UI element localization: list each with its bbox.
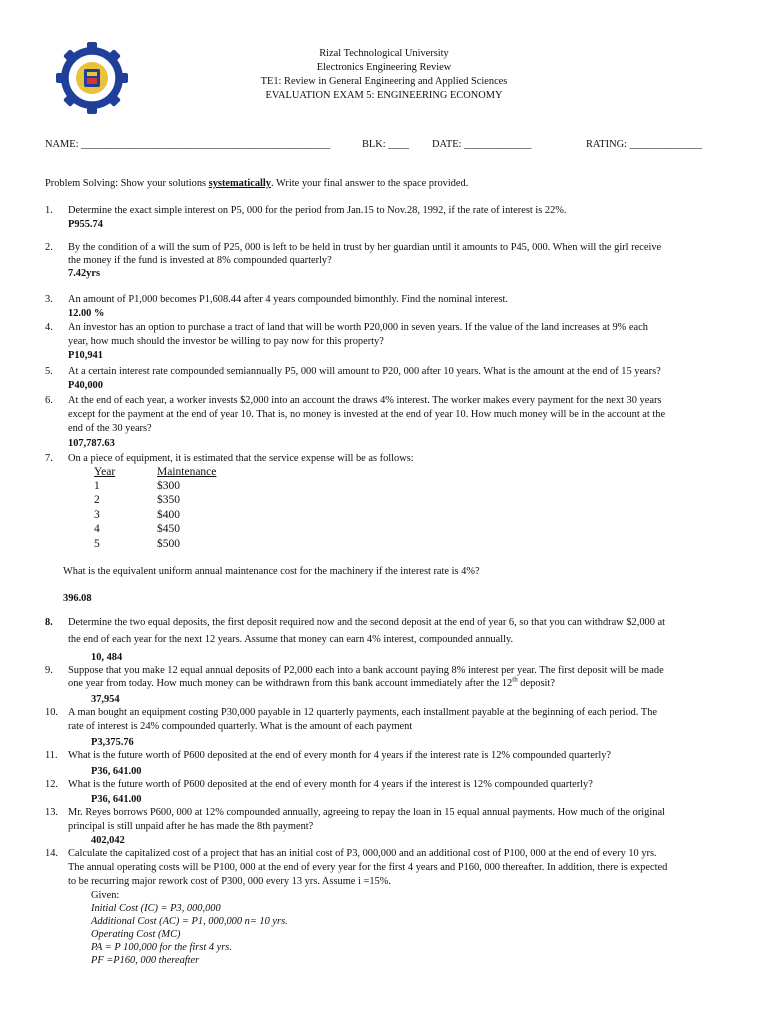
- problem-text: the money if the fund is invested at 8% compounded quarterly?: [68, 255, 332, 266]
- answer: 12.00 %: [68, 308, 105, 319]
- given-label: Given:: [91, 890, 120, 901]
- problem-text: Suppose that you make 12 equal annual deposits of P2,000 each into a bank account paying 8% interest per year. The first deposit will be made: [68, 665, 664, 676]
- problem-number: 7.: [45, 453, 53, 464]
- problem-number: 11.: [45, 750, 58, 761]
- answer: P955.74: [68, 219, 103, 230]
- problem-text: At a certain interest rate compounded semiannually P5, 000 will amount to P20, 000 after 10 years. What is the amount at the end of 15 years?: [68, 366, 661, 377]
- answer: 10, 484: [91, 652, 123, 663]
- problem-text: What is the equivalent uniform annual maintenance cost for the machinery if the interest rate is 4%?: [63, 566, 480, 577]
- problem-number: 5.: [45, 366, 53, 377]
- table-cell: 4: [94, 523, 100, 535]
- given-item: Operating Cost (MC): [91, 929, 181, 940]
- given-item: PA = P 100,000 for the first 4 yrs.: [91, 942, 232, 953]
- problem-text: An amount of P1,000 becomes P1,608.44 after 4 years compounded bimonthly. Find the nominal interest.: [68, 294, 508, 305]
- problem-number: 8.: [45, 617, 53, 628]
- problem-text: end of the 30 years?: [68, 423, 152, 434]
- table-cell: 3: [94, 509, 100, 521]
- table-cell: $500: [157, 538, 180, 550]
- problem-text: Mr. Reyes borrows P600, 000 at 12% compounded annually, agreeing to repay the loan in 15 equal annual payments. How much of the original: [68, 807, 665, 818]
- problem-text: Calculate the capitalized cost of a project that has an initial cost of P3, 000,000 and an additional cost of P100, 000 at the end of every 10 yrs.: [68, 848, 657, 859]
- given-item: Initial Cost (IC) = P3, 000,000: [91, 903, 221, 914]
- name-field: NAME: ________________________________________________: [45, 139, 331, 150]
- rating-field: RATING: ______________: [586, 139, 703, 150]
- problem-text: The annual operating costs will be P100, 000 at the end of every year for the first 4 years and P160, 000 thereafter. In addition, there is expected: [68, 862, 668, 873]
- problem-number: 1.: [45, 205, 53, 216]
- problem-text: What is the future worth of P600 deposited at the end of every month for 4 years if the interest rate is 12% compounded quarterly?: [68, 750, 612, 761]
- problem-text: Determine the two equal deposits, the first deposit required now and the second deposit at the end of year 6, so that you can withdraw $2,000 at: [68, 617, 666, 628]
- given-item: PF =P160, 000 thereafter: [91, 955, 200, 966]
- table-cell: $350: [157, 494, 180, 506]
- problem-number: 10.: [45, 707, 58, 718]
- answer: 402,042: [91, 835, 125, 846]
- table-cell: $300: [157, 480, 180, 492]
- table-cell: $450: [157, 523, 180, 535]
- problem-number: 9.: [45, 665, 53, 676]
- problem-text: except for the payment at the end of year 10. That is, no money is invested at the end of year 10. How much money will be in the account at the: [68, 409, 666, 420]
- header-exam-title: EVALUATION EXAM 5: ENGINEERING ECONOMY: [265, 90, 503, 101]
- problem-number: 14.: [45, 848, 58, 859]
- answer: P36, 641.00: [91, 794, 142, 805]
- answer: P3,375.76: [91, 737, 134, 748]
- answer: P36, 641.00: [91, 766, 142, 777]
- problem-text: A man bought an equipment costing P30,000 payable in 12 quarterly payments, each installment payable at the beginning of each period. The: [68, 707, 658, 718]
- problem-text: year, how much should the investor be willing to pay now for this property?: [68, 336, 384, 347]
- problem-text: At the end of each year, a worker invests $2,000 into an account the draws 4% interest. The worker makes every payment for the next 30 years: [68, 395, 662, 406]
- problem-text: rate of interest is 24% compounded quarterly. What is the amount of each payment: [68, 721, 413, 732]
- problem-number: 13.: [45, 807, 58, 818]
- table-cell: $400: [157, 509, 180, 521]
- problem-text: the end of each year for the next 12 years. Assume that money can earn 4% interest, compounded annually.: [68, 634, 514, 645]
- table-cell: 2: [94, 494, 100, 506]
- table-cell: 1: [94, 480, 100, 492]
- answer: 396.08: [63, 593, 92, 604]
- problem-text: principal is still unpaid after he has made the 8th payment?: [68, 821, 314, 832]
- answer: 7.42yrs: [68, 268, 101, 279]
- header-course: TE1: Review in General Engineering and Applied Sciences: [260, 76, 508, 87]
- problem-text: Determine the exact simple interest on P5, 000 for the period from Jan.15 to Nov.28, 1992, if the rate of interest is 22%.: [68, 205, 567, 216]
- answer: 107,787.63: [68, 438, 115, 449]
- problem-text: one year from today. How much money can be withdrawn from this bank account immediately after the 12th deposit?: [68, 675, 555, 689]
- instructions: Problem Solving: Show your solutions systematically. Write your final answer to the space provided.: [45, 178, 469, 189]
- table-header: Maintenance: [157, 466, 217, 478]
- problem-number: 6.: [45, 395, 53, 406]
- table-header: Year: [94, 466, 116, 478]
- header-university: Rizal Technological University: [319, 48, 449, 59]
- problem-text: On a piece of equipment, it is estimated that the service expense will be as follows:: [68, 453, 414, 464]
- date-field: DATE: _____________: [432, 139, 532, 150]
- given-item: Additional Cost (AC) = P1, 000,000 n= 10 yrs.: [91, 916, 288, 927]
- problem-number: 3.: [45, 294, 53, 305]
- answer: P40,000: [68, 380, 103, 391]
- problem-number: 2.: [45, 242, 53, 253]
- problem-text: By the condition of a will the sum of P25, 000 is left to be held in trust by her guardian until it amounts to P45, 000. When will the girl receive: [68, 242, 662, 253]
- problem-number: 12.: [45, 779, 58, 790]
- table-cell: 5: [94, 538, 100, 550]
- problem-text: What is the future worth of P600 deposited at the end of every month for 4 years if the interest is 12% compounded quarterly?: [68, 779, 593, 790]
- answer: 37,954: [91, 694, 120, 705]
- header-department: Electronics Engineering Review: [316, 62, 452, 73]
- blk-field: BLK: ____: [362, 139, 410, 150]
- problem-number: 4.: [45, 322, 53, 333]
- problem-text: to be recurring major rework cost of P300, 000 every 13 yrs. Assume i =15%.: [68, 876, 391, 887]
- answer: P10,941: [68, 350, 103, 361]
- problem-text: An investor has an option to purchase a tract of land that will be worth P20,000 in seven years. If the value of the land increases at 9% each: [68, 322, 648, 333]
